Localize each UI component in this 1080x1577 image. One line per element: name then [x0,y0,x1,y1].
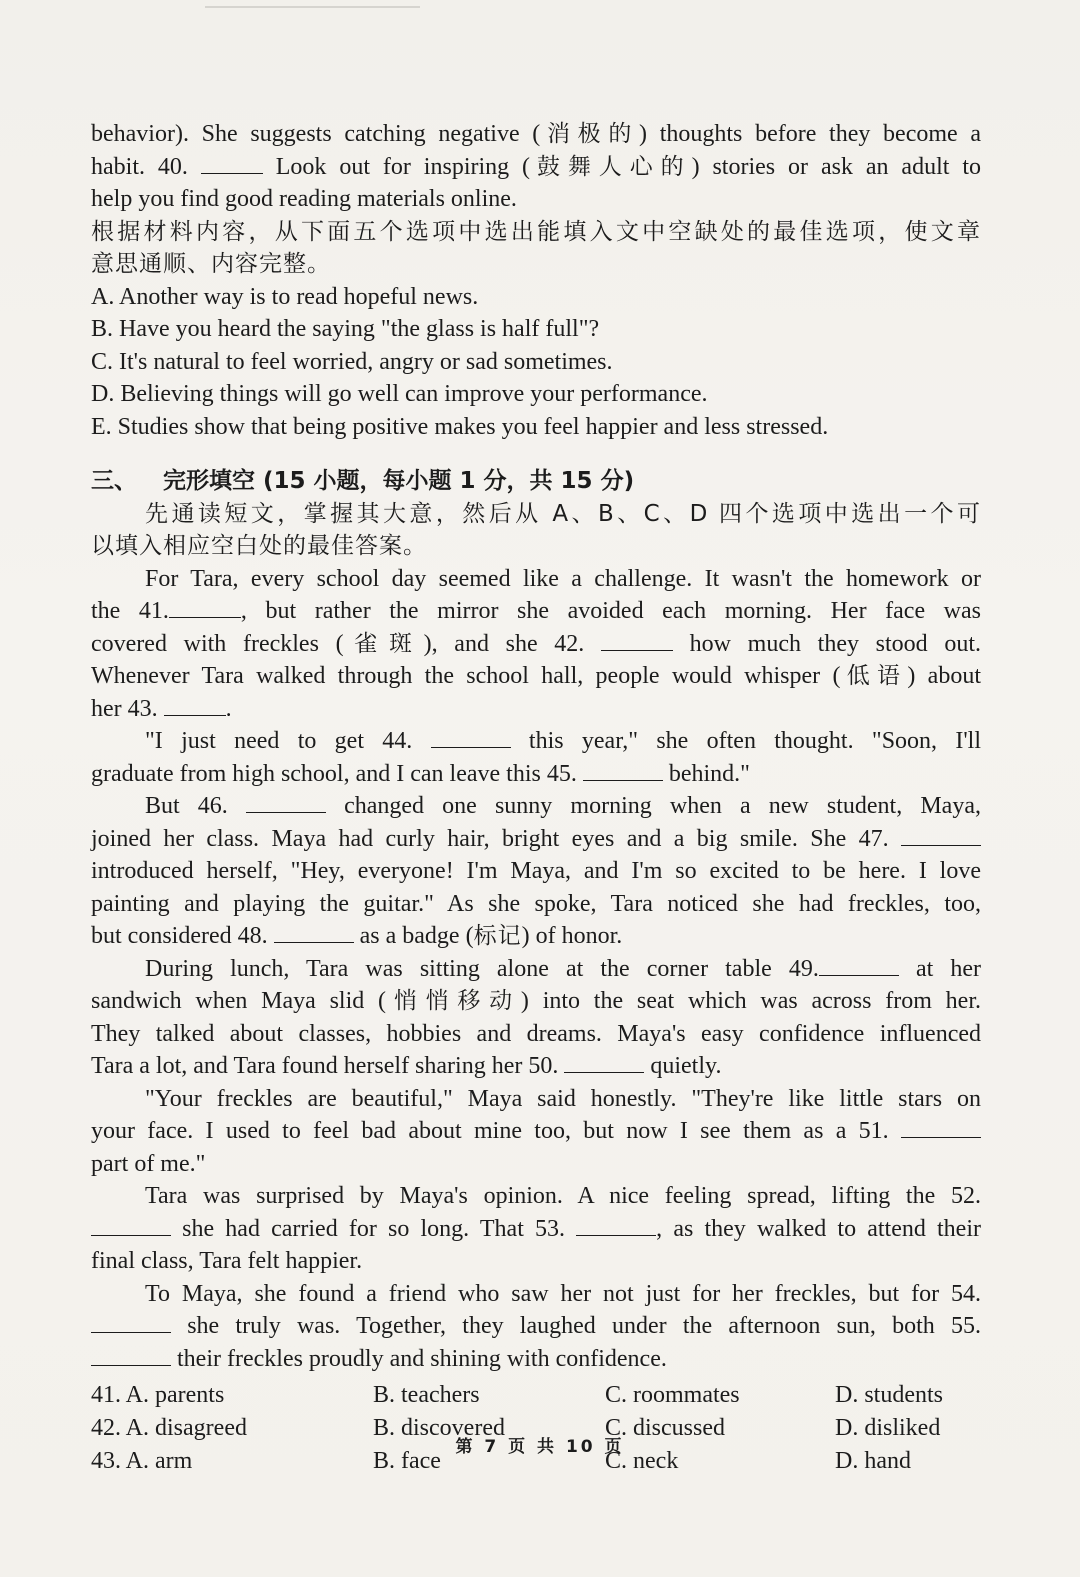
passage-p7-line-3: their freckles proudly and shining with confidence. [91,1343,981,1376]
passage-p1-line-1: For Tara, every school day seemed like a challenge. It wasn't the homework or [145,565,981,592]
q42-option-a: 42. A. disagreed [91,1415,247,1441]
q43-option-d: D. hand [835,1448,911,1474]
option-b: B. Have you heard the saying "the glass is half full"? [91,316,600,342]
passage-p2-line-2: graduate from high school, and I can leave this 45. behind." [91,760,750,787]
passage-p3-line-1: But 46. changed one sunny morning when a new student, Maya, [145,793,981,819]
q43-option-b: B. face [373,1448,441,1474]
q41-option-a: 41. A. parents [91,1382,225,1408]
blank-47 [901,825,981,846]
q42-option-c: C. discussed [605,1415,725,1441]
option-c: C. It's natural to feel worried, angry or sad sometimes. [91,348,613,375]
blank-41 [169,597,241,618]
continuation-line-3: help you find good reading materials online. [91,186,517,212]
continuation-line-1: behavior). She suggests catching negative (消极的) thoughts before they become a [91,121,982,147]
passage-p1-line-2: the 41. , but rather the mirror she avoided each morning. Her face was [91,598,981,624]
instruction-line-1: 根据材料内容，从下面五个选项中选出能填入文中空缺处的最佳选项，使文章 [91,218,981,245]
passage-p7-line-1: To Maya, she found a friend who saw her not just for her freckles, but for 54. [145,1280,981,1307]
blank-53 [576,1215,656,1236]
q41-option-d: D. students [835,1382,943,1408]
q43-option-a: 43. A. arm [91,1448,193,1474]
passage-p6-line-2: she had carried for so long. That 53. , as they walked to attend their [91,1213,981,1246]
section-heading: 三、 完形填空 (15 小题，每小题 1 分，共 15 分) [91,468,635,494]
blank-49 [819,955,899,976]
passage-p1-line-5: her 43. . [91,695,232,722]
passage-p4-line-3: They talked about classes, hobbies and dreams. Maya's easy confidence influenced [91,1020,981,1047]
blank-45 [583,760,663,781]
continuation-line-2: habit. 40. Look out for inspiring (鼓舞人心的) stories or ask an adult to [91,153,982,180]
section-instruction-1: 先通读短文，掌握其大意，然后从 A、B、C、D 四个选项中选出一个可 [145,500,981,527]
page-number: 第 7 页 共 10 页 [455,1437,625,1457]
passage-p3-line-2: joined her class. Maya had curly hair, bright eyes and a big smile. She 47. [91,823,981,856]
blank-44 [431,727,511,748]
page-content [91,118,981,1478]
passage-p7-line-2: she truly was. Together, they laughed under the afternoon sun, both 55. [91,1310,981,1343]
passage-p3-line-4: painting and playing the guitar." As she spoke, Tara noticed she had freckles, too, [91,890,981,917]
passage-p4-line-4: Tara a lot, and Tara found herself sharing her 50. quietly. [91,1053,722,1079]
passage-p3-line-3: introduced herself, "Hey, everyone! I'm Maya, and I'm so excited to be here. I love [91,858,981,884]
q42-option-d: D. disliked [835,1415,941,1441]
passage-p4-line-1: During lunch, Tara was sitting alone at the corner table 49. at her [145,955,981,982]
passage-p3-line-5: but considered 48. as a badge (标记) of honor. [91,923,623,949]
instruction-line-2: 意思通顺、内容完整。 [91,251,331,277]
passage-p6-line-1: Tara was surprised by Maya's opinion. A nice feeling spread, lifting the 52. [145,1183,981,1209]
blank-51 [901,1117,981,1138]
passage-p1-line-3: covered with freckles (雀斑), and she 42. how much they stood out. [91,630,981,657]
passage-p5-line-1: "Your freckles are beautiful," Maya said honestly. "They're like little stars on [145,1085,981,1112]
option-e: E. Studies show that being positive makes you feel happier and less stressed. [91,413,829,440]
q42-option-b: B. discovered [373,1415,505,1441]
choice-table [91,1379,981,1478]
passage-p4-line-2: sandwich when Maya slid (悄悄移动) into the seat which was across from her. [91,988,981,1014]
blank-54 [91,1312,171,1333]
passage-p5-line-2: your face. I used to feel bad about mine too, but now I see them as a 51. [91,1115,981,1148]
option-d: D. Believing things will go well can improve your performance. [91,381,708,407]
blank-48 [274,922,354,943]
blank-55 [91,1345,171,1366]
section-instruction-2: 以填入相应空白处的最佳答案。 [91,533,427,559]
blank-46 [246,792,326,813]
blank-42 [601,630,673,651]
passage-p1-line-4: Whenever Tara walked through the school hall, people would whisper (低语) about [91,663,981,689]
option-a: A. Another way is to read hopeful news. [91,283,479,310]
passage-p6-line-3: final class, Tara felt happier. [91,1248,363,1274]
q41-option-b: B. teachers [373,1382,480,1408]
blank-40 [201,153,263,174]
blank-50 [564,1052,644,1073]
blank-43 [164,695,226,716]
blank-52 [91,1215,171,1236]
question-41 [91,1379,981,1412]
q41-option-c: C. roommates [605,1382,740,1408]
passage-p2-line-1: "I just need to get 44. this year," she often thought. "Soon, I'll [145,728,982,754]
q43-option-c: C. neck [605,1448,679,1474]
passage-p5-line-3: part of me." [91,1150,206,1177]
top-divider [205,6,420,8]
